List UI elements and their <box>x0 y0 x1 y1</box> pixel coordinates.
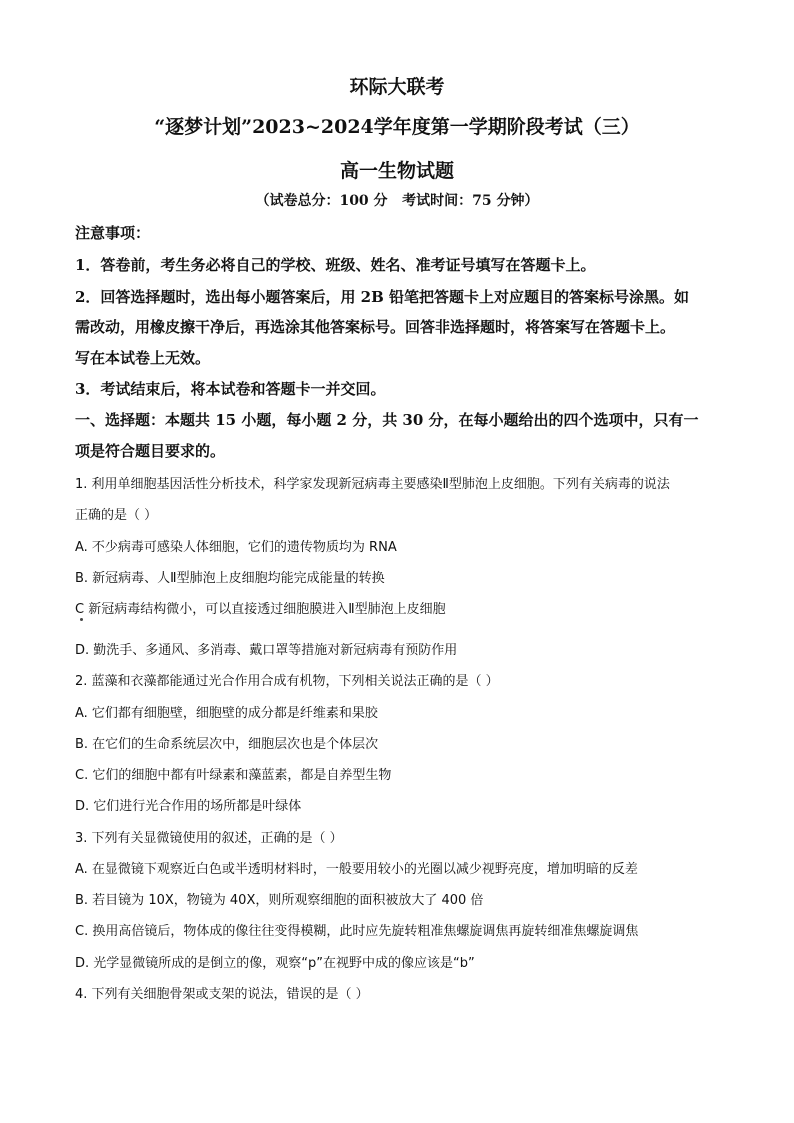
question-2-stem: 2. 蓝藻和衣藻都能通过光合作用合成有机物，下列相关说法正确的是（ ） <box>75 674 499 689</box>
exam-name-title: “逐梦计划”2023~2024学年度第一学期阶段考试（三） <box>154 116 640 138</box>
section-instruction-line-2: 项是符合题目要求的。 <box>75 442 226 460</box>
note-2-line-2: 需改动，用橡皮擦干净后，再选涂其他答案标号。回答非选择题时，将答案写在答题卡上。 <box>75 318 676 336</box>
exam-meta: （试卷总分：100 分 考试时间：75 分钟） <box>255 193 539 209</box>
question-1-option-b: B. 新冠病毒、人Ⅱ型肺泡上皮细胞均能完成能量的转换 <box>75 571 385 586</box>
question-3-option-a: A. 在显微镜下观察近白色或半透明材料时，一般要用较小的光圈以减少视野亮度，增加明暗的反差 <box>75 862 638 877</box>
question-4-stem: 4. 下列有关细胞骨架或支架的说法，错误的是（ ） <box>75 987 369 1002</box>
note-1: 1．答卷前，考生务必将自己的学校、班级、姓名、准考证号填写在答题卡上。 <box>75 256 596 274</box>
note-3: 3．考试结束后，将本试卷和答题卡一并交回。 <box>75 380 386 398</box>
question-3-option-c: C. 换用高倍镜后，物体成的像往往变得模糊，此时应先旋转粗准焦螺旋调焦再旋转细准焦螺旋调焦 <box>75 924 639 939</box>
question-1-option-c: C 新冠病毒结构微小，可以直接透过细胞膜进入Ⅱ型肺泡上皮细胞 <box>75 602 446 617</box>
question-2-option-c: C. 它们的细胞中都有叶绿素和藻蓝素，都是自养型生物 <box>75 768 392 783</box>
exam-union-title: 环际大联考 <box>349 76 445 98</box>
question-2-option-a: A. 它们都有细胞壁，细胞壁的成分都是纤维素和果胶 <box>75 706 378 721</box>
question-2-option-d: D. 它们进行光合作用的场所都是叶绿体 <box>75 799 302 814</box>
question-1-stem-line-1: 1. 利用单细胞基因活性分析技术，科学家发现新冠病毒主要感染Ⅱ型肺泡上皮细胞。下列有关病毒的说法 <box>75 477 670 492</box>
subject-title: 高一生物试题 <box>339 160 454 182</box>
question-3-option-b: B. 若目镜为 10X，物镜为 40X，则所观察细胞的面积被放大了 400 倍 <box>75 893 484 908</box>
question-1-stem-line-2: 正确的是（ ） <box>75 508 158 523</box>
stray-dot-mark <box>80 618 83 621</box>
question-2-option-b: B. 在它们的生命系统层次中，细胞层次也是个体层次 <box>75 737 379 752</box>
question-3-option-d: D. 光学显微镜所成的是倒立的像，观察“p”在视野中成的像应该是“b” <box>75 956 475 971</box>
question-1-option-a: A. 不少病毒可感染人体细胞，它们的遗传物质均为 RNA <box>75 540 397 555</box>
question-1-option-d: D. 勤洗手、多通风、多消毒、戴口罩等措施对新冠病毒有预防作用 <box>75 643 458 658</box>
question-3-stem: 3. 下列有关显微镜使用的叙述，正确的是（ ） <box>75 831 343 846</box>
note-2-line-3: 写在本试卷上无效。 <box>75 349 211 367</box>
note-2-line-1: 2．回答选择题时，选出每小题答案后，用 2B 铅笔把答题卡上对应题目的答案标号涂黑。如 <box>75 288 690 306</box>
notes-heading: 注意事项： <box>75 224 151 242</box>
section-instruction-line-1: 一、选择题：本题共 15 小题，每小题 2 分，共 30 分，在每小题给出的四个选项中，只有一 <box>75 411 699 429</box>
